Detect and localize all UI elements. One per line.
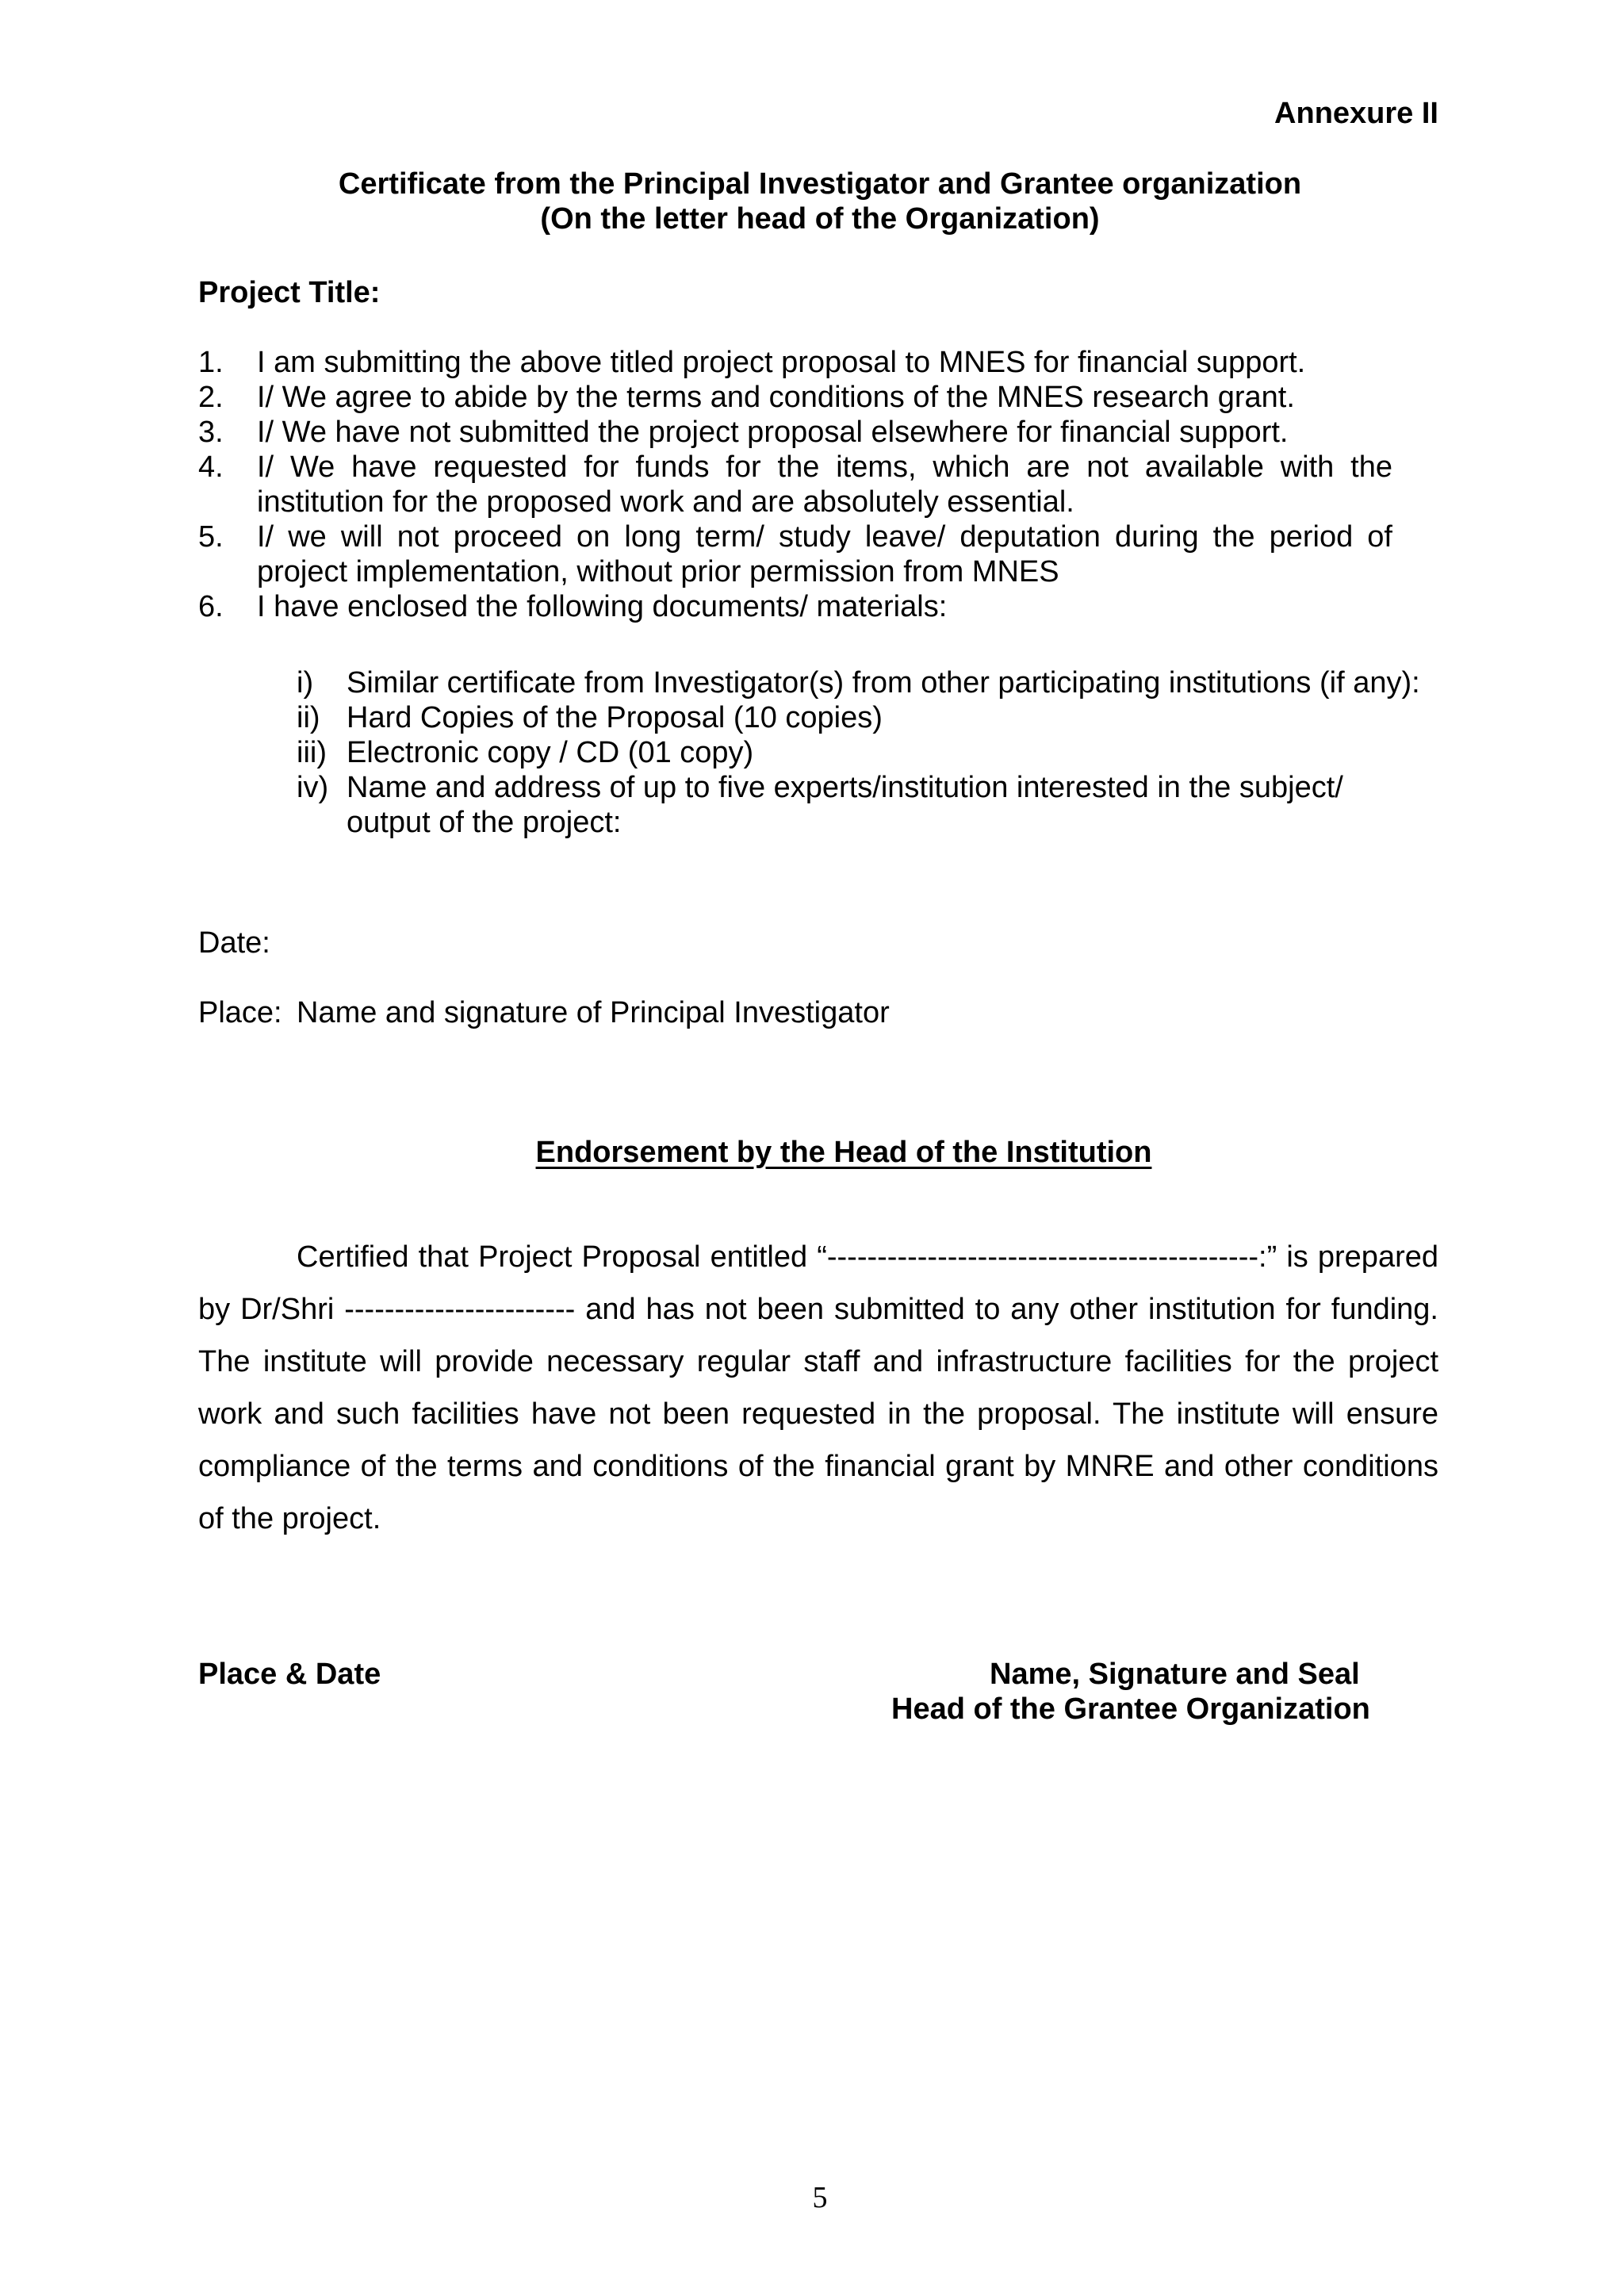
page-number: 5 xyxy=(812,2181,828,2214)
declaration-number: 5. xyxy=(198,520,224,554)
declaration-number: 2. xyxy=(198,381,224,414)
declaration-text: I have enclosed the following documents/ materials: xyxy=(257,590,948,623)
head-organization-label: Head of the Grantee Organization xyxy=(891,1692,1370,1726)
enclosure-text: output of the project: xyxy=(347,806,622,839)
endorsement-heading: Endorsement by the Head of the Institution xyxy=(535,1136,1152,1169)
declaration-text: I/ We have requested for funds for the items, which are not available with the xyxy=(257,450,1392,484)
certificate-subtitle: (On the letter head of the Organization) xyxy=(540,202,1100,236)
date-label: Date: xyxy=(198,926,270,960)
enclosure-text: Electronic copy / CD (01 copy) xyxy=(347,736,754,769)
project-title-label: Project Title: xyxy=(198,276,381,309)
certificate-title: Certificate from the Principal Investigator and Grantee organization xyxy=(338,167,1302,201)
declaration-text: project implementation, without prior permission from MNES xyxy=(257,555,1059,588)
paragraph-line: Certified that Project Proposal entitled “-------------------------------------------:” is prepared xyxy=(297,1240,1438,1274)
declaration-number: 3. xyxy=(198,416,224,449)
enclosure-text: Name and address of up to five experts/institution interested in the subject/ xyxy=(347,771,1343,804)
declaration-number: 6. xyxy=(198,590,224,623)
head-signature-label: Name, Signature and Seal xyxy=(990,1658,1360,1691)
enclosure-text: Hard Copies of the Proposal (10 copies) xyxy=(347,701,883,734)
place-label: Place: xyxy=(198,996,282,1029)
paragraph-line: The institute will provide necessary regular staff and infrastructure facilities for the project xyxy=(198,1345,1438,1378)
paragraph-line: compliance of the terms and conditions of the financial grant by MNRE and other conditions xyxy=(198,1450,1438,1483)
declaration-text: institution for the proposed work and are absolutely essential. xyxy=(257,485,1074,519)
declaration-text: I/ We agree to abide by the terms and conditions of the MNES research grant. xyxy=(257,381,1295,414)
declaration-number: 1. xyxy=(198,346,224,379)
paragraph-line: work and such facilities have not been requested in the proposal. The institute will ensure xyxy=(198,1397,1438,1431)
declaration-text: I/ we will not proceed on long term/ study leave/ deputation during the period of xyxy=(257,520,1392,554)
enclosure-number: i) xyxy=(297,666,314,700)
enclosure-number: iii) xyxy=(297,736,327,769)
pi-signature-label: Name and signature of Principal Investigator xyxy=(297,996,890,1029)
enclosure-number: iv) xyxy=(297,771,329,804)
place-date-label: Place & Date xyxy=(198,1658,381,1691)
declaration-number: 4. xyxy=(198,450,224,484)
annexure-label: Annexure II xyxy=(1274,97,1438,130)
paragraph-line: by Dr/Shri ----------------------- and has not been submitted to any other institution for funding. xyxy=(198,1293,1438,1326)
paragraph-line: of the project. xyxy=(198,1502,381,1535)
declaration-text: I/ We have not submitted the project proposal elsewhere for financial support. xyxy=(257,416,1289,449)
declaration-text: I am submitting the above titled project proposal to MNES for financial support. xyxy=(257,346,1306,379)
enclosure-number: ii) xyxy=(297,701,320,734)
enclosure-text: Similar certificate from Investigator(s) from other participating institutions (if any): xyxy=(347,666,1420,700)
